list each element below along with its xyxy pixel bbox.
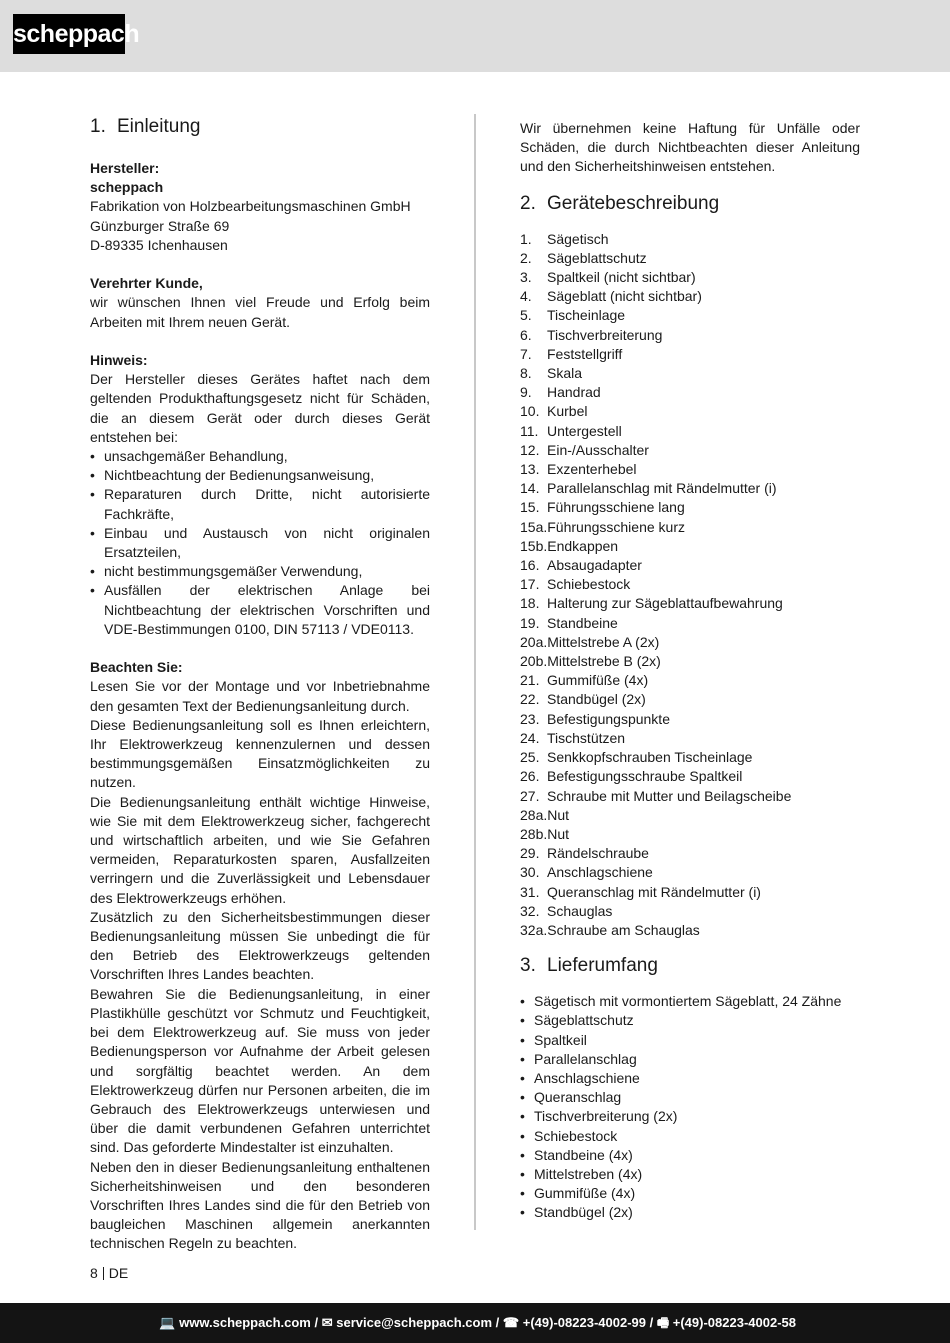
scope-item: • Standbügel (2x) [520,1203,860,1222]
scope-item: • Queranschlag [520,1088,860,1107]
part-item: 8. Skala [520,365,583,382]
scope-item: • Tischverbreiterung (2x) [520,1107,860,1126]
customer-label: Verehrter Kunde, [90,275,203,292]
paragraph: Bewahren Sie die Bedienungsanleitung, in einer Plastikhülle geschützt vor Schmutz und Feuchtigkeit, bei dem Elektrowerkzeug auf. Sie muss von jeder Bedienungsperson vor Aufnahme der Arbeit gelesen und sorgfältig beachtet werden. An dem Elektrowerkzeug dürfen nur Personen arbeiten, die im Gebrauch des Elektrowerkzeugs unterwiesen und über die damit verbundenen Gefahren unterrichtet sind. Das geforderte Mindestalter ist einzuhalten. [90,985,430,1156]
page-header [0,0,950,72]
scope-item: • Sägeblattschutz [520,1011,860,1030]
part-item: 30. Anschlagschiene [520,864,653,881]
part-item: 11. Untergestell [520,422,622,439]
fax-number: +(49)-08223-4002-58 [672,1315,796,1330]
part-item: 32a. Schraube am Schauglas [520,921,700,938]
part-item: 28b. Nut [520,825,570,842]
customer-text: wir wünschen Ihnen viel Freude und Erfolg beim Arbeiten mit Ihrem neuen Gerät. [90,294,430,330]
part-item: 3. Spaltkeil (nicht sichtbar) [520,269,696,286]
scope-item: • Sägetisch mit vormontiertem Sägeblatt, 24 Zähne [520,992,860,1011]
part-item: 22. Standbügel (2x) [520,691,646,708]
paragraph: Die Bedienungsanleitung enthält wichtige Hinweise, wie Sie mit dem Elektrowerkzeug sicher, fachgerecht und wirtschaftlich arbeiten, und wie Sie Gefahren vermeiden, Reparaturkosten sparen, Ausfallzeiten verringern und die Zuverlässigkeit und Lebensdauer des Elektrowerkzeugs erhöhen. [90,793,430,906]
phone-icon: ☎ [502,1315,520,1330]
website-link[interactable]: www.scheppach.com [179,1315,311,1330]
part-item: 15a. Führungsschiene kurz [520,518,685,535]
observe-text [90,677,430,1253]
part-item: 20b. Mittelstrebe B (2x) [520,653,661,670]
page-number: 8 DE [90,1265,129,1281]
part-item: 32. Schauglas [520,902,613,919]
part-item: 7. Feststellgriff [520,345,623,362]
paragraph: Neben den in dieser Bedienungsanleitung enthaltenen Sicherheitshinweisen und den besonderen Vorschriften Ihres Landes sind die für den Betrieb von baugleichen Maschinen allgemein anerkannten technischen Regeln zu beachten. [90,1158,430,1252]
scope-item: • Mittelstreben (4x) [520,1165,860,1184]
page-footer: 💻 www.scheppach.com / ✉ service@scheppach.com / ☎ +(49)-08223-4002-99 / 🖷 +(49)-08223-4002-58 [0,1303,950,1343]
list-item: • unsachgemäßer Behandlung, [90,447,430,466]
scope-item: • Standbeine (4x) [520,1146,860,1165]
part-item: 16. Absaugadapter [520,557,642,574]
brand-logo: scheppach [13,14,125,54]
list-item: • nicht bestimmungsgemäßer Verwendung, [90,562,430,581]
part-item: 4. Sägeblatt (nicht sichtbar) [520,288,702,305]
scope-item: • Anschlagschiene [520,1069,860,1088]
note-text: Der Hersteller dieses Gerätes haftet nach dem geltenden Produkthaftungsgesetz nicht für Schäden, die an diesem Gerät oder durch dieses Gerät entstehen bei: [90,371,430,445]
paragraph: Diese Bedienungsanleitung soll es Ihnen erleichtern, Ihr Elektrowerkzeug kennenzulernen und dessen bestimmungsgemäßen Einsatzmöglichkeiten zu nutzen. [90,716,430,791]
part-item: 5. Tischeinlage [520,307,626,324]
part-item: 10. Kurbel [520,403,588,420]
part-item: 27. Schraube mit Mutter und Beilagscheibe [520,787,792,804]
part-item: 19. Standbeine [520,614,618,631]
email-link[interactable]: service@scheppach.com [336,1315,493,1330]
mail-icon: ✉ [321,1315,333,1330]
paragraph: Zusätzlich zu den Sicherheitsbestimmungen dieser Bedienungsanleitung müssen Sie unbedingt die für den Betrieb des Elektrowerkzeugs geltenden Vorschriften Ihres Landes beachten. [90,908,430,983]
paragraph: Lesen Sie vor der Montage und vor Inbetriebnahme den gesamten Text der Bedienungsanleitung durch. [90,678,430,714]
observe-label: Beachten Sie: [90,659,183,676]
part-item: 23. Befestigungspunkte [520,710,670,727]
manufacturer-label: Hersteller: [90,160,160,176]
part-item: 15b. Endkappen [520,537,619,554]
part-item: 15. Führungsschiene lang [520,499,685,516]
part-item: 1. Sägetisch [520,230,609,247]
parts-list [520,230,860,941]
part-item: 20a. Mittelstrebe A (2x) [520,633,660,650]
scope-item: • Schiebestock [520,1127,860,1146]
computer-icon: 💻 [159,1315,176,1330]
part-item: 14. Parallelanschlag mit Rändelmutter (i) [520,480,777,497]
part-item: 29. Rändelschraube [520,845,649,862]
scope-item: • Parallelanschlag [520,1050,860,1069]
part-item: 12. Ein-/Ausschalter [520,441,649,458]
part-item: 9. Handrad [520,384,601,401]
column-divider [474,114,476,1230]
section-heading-lieferumfang: 3. Lieferumfang [520,955,658,977]
right-column [520,119,860,1223]
part-item: 2. Sägeblattschutz [520,249,647,266]
left-column [90,114,430,1254]
note-bullet-list [90,447,430,639]
scope-item: • Gummifüße (4x) [520,1184,860,1203]
part-item: 18. Halterung zur Sägeblattaufbewahrung [520,595,783,612]
manufacturer-name: scheppach [90,179,164,196]
note-label: Hinweis: [90,352,148,368]
part-item: 21. Gummifüße (4x) [520,672,649,689]
part-item: 31. Queranschlag mit Rändelmutter (i) [520,883,761,900]
phone-number: +(49)-08223-4002-99 [522,1315,646,1330]
scope-item: • Spaltkeil [520,1031,860,1050]
section-heading-einleitung: 1. Einleitung [90,116,201,137]
part-item: 26. Befestigungsschraube Spaltkeil [520,768,743,785]
scope-list [520,992,860,1222]
part-item: 28a. Nut [520,806,570,823]
part-item: 6. Tischverbreiterung [520,326,663,343]
list-item: • Reparaturen durch Dritte, nicht autorisierte Fachkräfte, [90,485,430,523]
part-item: 17. Schiebestock [520,576,631,593]
part-item: 13. Exzenterhebel [520,461,637,478]
list-item: • Nichtbeachtung der Bedienungsanweisung, [90,466,430,485]
section-heading-geraetebeschreibung: 2. Gerätebeschreibung [520,192,720,214]
list-item: • Ausfällen der elektrischen Anlage bei Nichtbeachtung der elektrischen Vorschriften und VDE-Bestimmungen 0100, DIN 57113 / VDE0113. [90,581,430,639]
fax-icon: 🖷 [656,1315,670,1330]
liability-text: Wir übernehmen keine Haftung für Unfälle oder Schäden, die durch Nichtbeachten dieser Anleitung und den Sicherheitshinweisen entstehen. [520,120,860,175]
part-item: 24. Tischstützen [520,729,626,746]
part-item: 25. Senkkopfschrauben Tischeinlage [520,749,753,766]
manufacturer-address: Fabrikation von Holzbearbeitungsmaschinen GmbH Günzburger Straße 69 D-89335 Ichenhausen [90,198,411,253]
list-item: • Einbau und Austausch von nicht originalen Ersatzteilen, [90,524,430,562]
